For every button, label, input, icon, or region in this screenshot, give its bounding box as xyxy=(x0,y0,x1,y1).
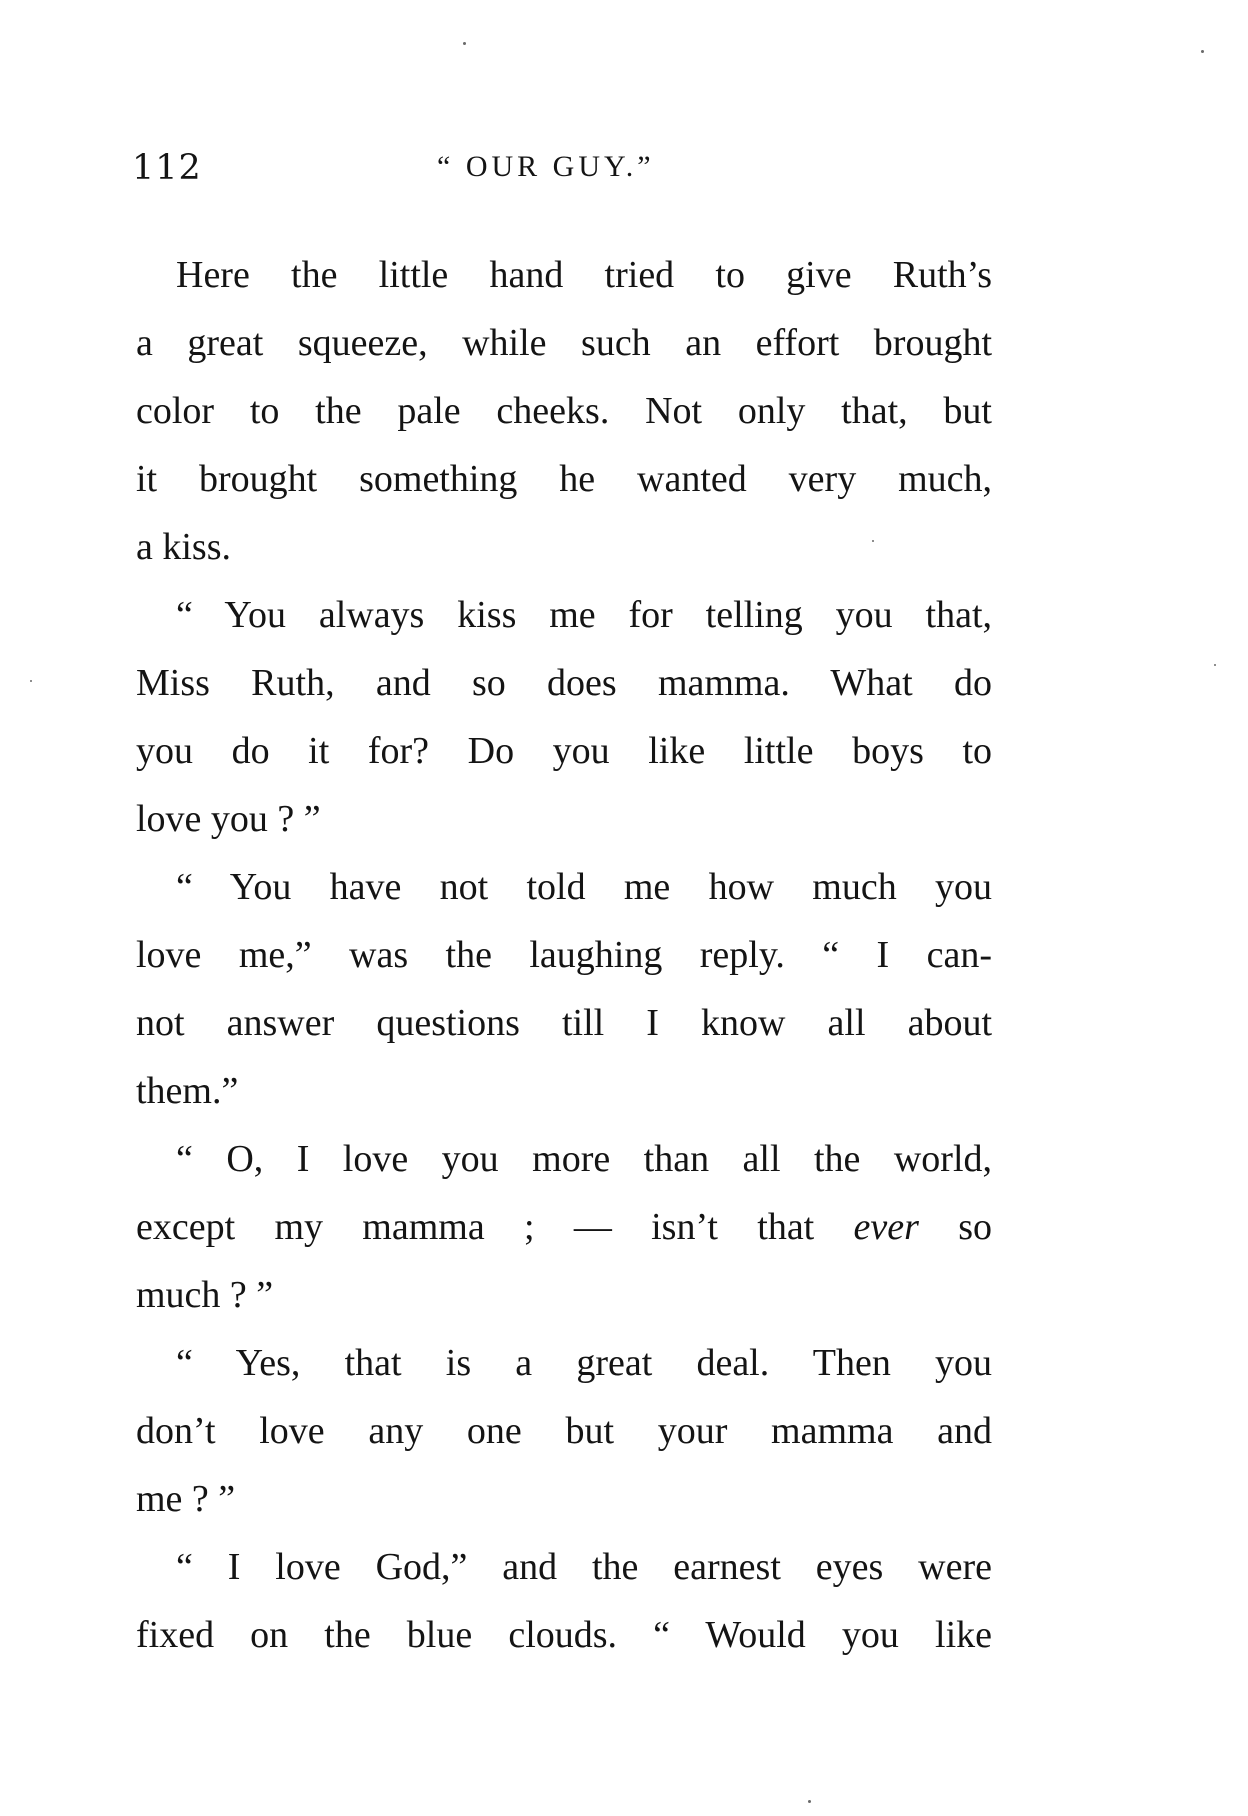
text-line: “ Yes, that is a great deal. Then you xyxy=(176,1342,992,1384)
text-segment: so xyxy=(958,1206,993,1248)
text-line: “ O, I love you more than all the world, xyxy=(176,1138,992,1180)
italic-word: ever xyxy=(853,1206,919,1248)
text-line: “ You always kiss me for telling you that, xyxy=(176,594,992,636)
text-line: color to the pale cheeks. Not only that, but xyxy=(136,390,992,432)
print-speck xyxy=(1201,50,1204,53)
paragraph-3 xyxy=(136,853,992,1125)
text-line: love you ? ” xyxy=(136,798,321,840)
text-line: me ? ” xyxy=(136,1478,236,1520)
text-segment: except my mamma ; — isn’t that xyxy=(136,1206,815,1248)
paragraph-2 xyxy=(136,581,992,853)
text-line: it brought something he wanted very much, xyxy=(136,458,992,500)
text-line: Miss Ruth, and so does mamma. What do xyxy=(136,662,992,704)
text-line: love me,” was the laughing reply. “ I can- xyxy=(136,934,992,976)
print-speck xyxy=(808,1800,811,1803)
paragraph-4 xyxy=(136,1125,992,1329)
text-line: not answer questions till I know all about xyxy=(136,1002,992,1044)
text-line: much ? ” xyxy=(136,1274,274,1316)
paragraph-1 xyxy=(136,241,992,581)
text-line xyxy=(136,1193,992,1261)
running-head: “ OUR GUY.” xyxy=(437,150,655,183)
print-speck xyxy=(1214,664,1216,666)
paragraph-5 xyxy=(136,1329,992,1533)
text-line: fixed on the blue clouds. “ Would you like xyxy=(136,1614,992,1656)
print-speck xyxy=(872,540,874,542)
print-speck xyxy=(30,680,32,682)
text-line: you do it for? Do you like little boys to xyxy=(136,730,992,772)
body-text xyxy=(136,241,992,1669)
text-line: “ You have not told me how much you xyxy=(176,866,992,908)
page-header xyxy=(132,148,992,192)
text-line: “ I love God,” and the earnest eyes were xyxy=(176,1546,992,1588)
text-line: a great squeeze, while such an effort brought xyxy=(136,322,992,364)
text-line: them.” xyxy=(136,1070,239,1112)
text-line: Here the little hand tried to give Ruth’s xyxy=(176,254,992,296)
text-line: a kiss. xyxy=(136,526,231,568)
print-speck xyxy=(463,42,466,45)
paragraph-6 xyxy=(136,1533,992,1669)
page-number: 112 xyxy=(132,148,202,188)
text-line: don’t love any one but your mamma and xyxy=(136,1410,992,1452)
